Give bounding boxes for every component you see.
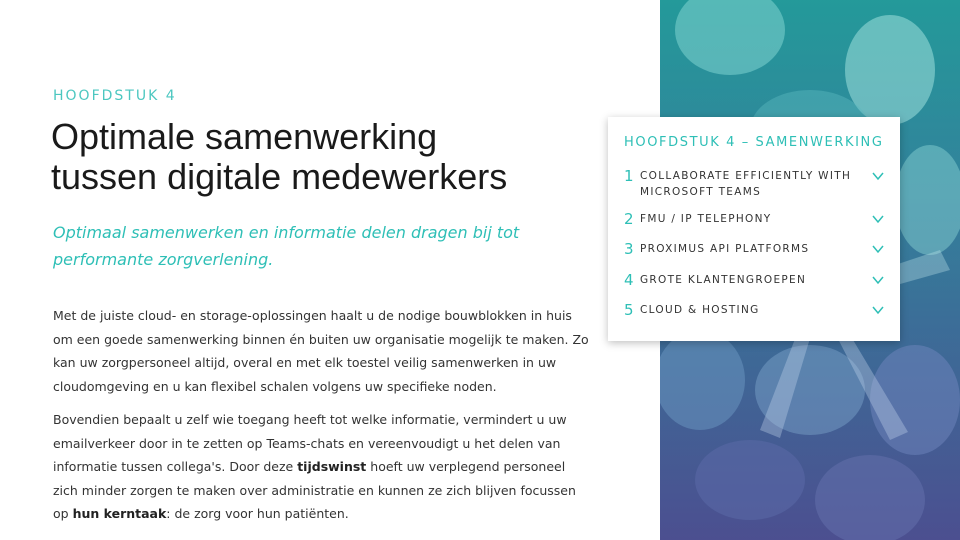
chapter-menu-title: HOOFDSTUK 4 – SAMENWERKING xyxy=(624,135,884,150)
chapter-menu-item-number: 2 xyxy=(624,210,634,228)
page-title-line1: Optimale samenwerking xyxy=(51,116,438,157)
chapter-menu-item-label: GROTE KLANTENGROEPEN xyxy=(640,274,807,286)
body-paragraph-2 xyxy=(53,408,593,526)
body-paragraph-1: Met de juiste cloud- en storage-oplossingen haalt u de nodige bouwblokken in huis om een goede samenwerking binnen én buiten uw organisatie mogelijk te maken. Zo kan uw zorgpersoneel altijd, overal en met elk toestel veilig samenwerken in uw cloudomgeving en u kan flexibel schalen volgens uw specifieke noden. xyxy=(53,308,589,394)
chapter-menu-item-label: FMU / IP TELEPHONY xyxy=(640,213,772,225)
paragraph2-bold-b: hun kerntaak xyxy=(72,506,167,521)
paragraph2-bold-a: tijdswinst xyxy=(297,459,367,474)
paragraph2-text-b: hoeft uw verplegend personeel zich minder zorgen te maken over administratie en kunnen ze zich blijven focussen op xyxy=(53,459,576,521)
chapter-menu-item-label: COLLABORATE EFFICIENTLY WITH MICROSOFT TEAMS xyxy=(640,170,852,198)
chevron-down-icon[interactable] xyxy=(870,168,886,184)
chevron-down-icon[interactable] xyxy=(870,302,886,318)
chapter-menu-item-label: PROXIMUS API PLATFORMS xyxy=(640,243,810,255)
chapter-menu-item-3[interactable] xyxy=(624,241,886,257)
chapter-menu-item-4[interactable] xyxy=(624,272,886,288)
chapter-menu-item-number: 4 xyxy=(624,271,634,289)
chapter-menu-item-5[interactable] xyxy=(624,302,886,318)
chevron-down-icon[interactable] xyxy=(870,241,886,257)
chapter-menu-item-1[interactable] xyxy=(624,168,886,200)
paragraph2-text-c: : de zorg voor hun patiënten. xyxy=(166,506,349,521)
page-title xyxy=(51,117,631,197)
chapter-menu-panel xyxy=(608,117,900,341)
chapter-menu-item-number: 5 xyxy=(624,301,634,319)
chapter-menu-item-2[interactable] xyxy=(624,211,886,227)
chevron-down-icon[interactable] xyxy=(870,272,886,288)
page-title-line2: tussen digitale medewerkers xyxy=(51,156,508,197)
chapter-kicker: HOOFDSTUK 4 xyxy=(53,88,177,104)
chapter-menu-item-number: 1 xyxy=(624,167,634,185)
chevron-down-icon[interactable] xyxy=(870,211,886,227)
lead-text: Optimaal samenwerken en informatie delen dragen bij tot performante zorgverlening. xyxy=(53,223,520,269)
chapter-menu-item-label: CLOUD & HOSTING xyxy=(640,304,760,316)
chapter-menu-item-number: 3 xyxy=(624,240,634,258)
paragraph2-text-a: Bovendien bepaalt u zelf wie toegang heeft tot welke informatie, vermindert u uw emailverkeer door in te zetten op Teams-chats en vereenvoudigt u het delen van informatie tussen collega's. Door deze xyxy=(53,412,567,474)
